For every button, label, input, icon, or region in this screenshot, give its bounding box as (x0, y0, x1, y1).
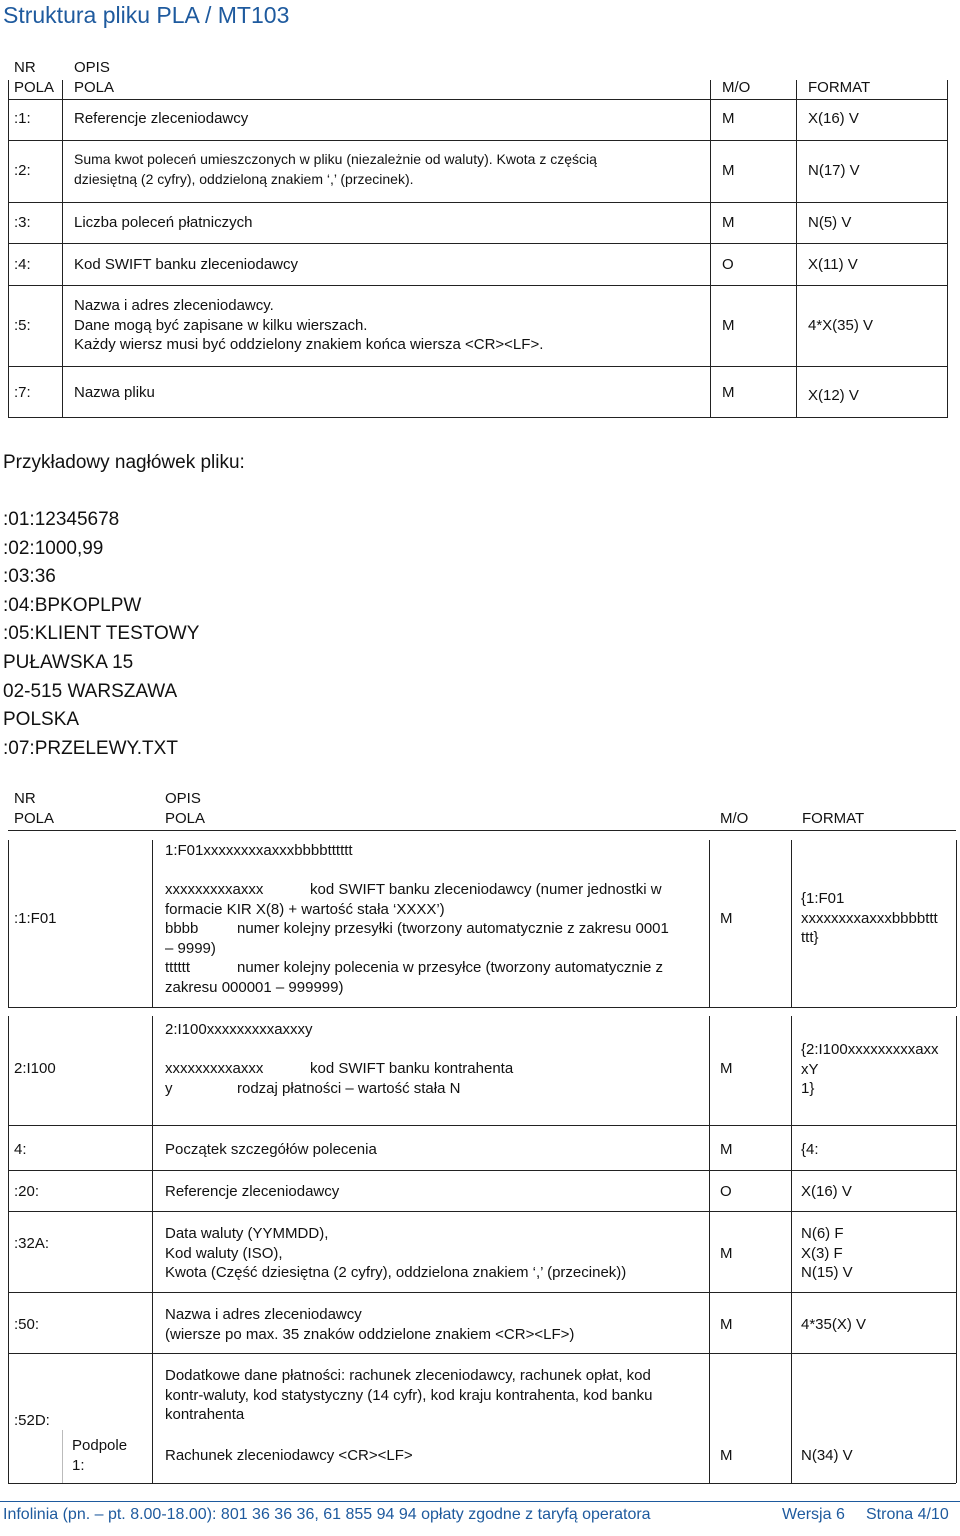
header-nr-line1: NR (14, 59, 36, 76)
r20-desc: Referencje zleceniodawcy (165, 1183, 340, 1200)
r52d-subfield (72, 1436, 127, 1475)
grid-line (8, 1483, 956, 1484)
header-opis (165, 789, 205, 829)
grid-line (709, 1016, 710, 1483)
r32a-format (801, 1224, 853, 1283)
row6-format: X(12) V (808, 387, 859, 404)
grid-line (791, 840, 792, 1007)
f01-code: 1:F01xxxxxxxxaxxxbbbbtttttt (165, 842, 353, 859)
row4-nr: :4: (14, 256, 31, 273)
r4-format: {4: (801, 1141, 819, 1158)
grid-line (8, 1125, 956, 1126)
grid-line (710, 80, 711, 418)
example-line: :03:36 (3, 566, 56, 588)
r52d-nr: :52D: (14, 1412, 50, 1429)
r50-nr: :50: (14, 1316, 40, 1333)
r32a-format-line1: N(6) F (801, 1225, 844, 1242)
row5-desc-line3: Każdy wiersz musi być oddzielony znakiem końca wiersza <CR><LF>. (74, 336, 544, 353)
grid-line (152, 1016, 153, 1483)
f01-desc-line3 (165, 919, 705, 939)
header-format: FORMAT (802, 810, 865, 827)
header-mo: M/O (722, 79, 751, 96)
r52d-desc-line2: kontr-waluty, kod statystyczny (14 cyfr), kod kraju kontrahenta, kod banku (165, 1386, 653, 1404)
i100-code-swift: xxxxxxxxxaxxx (165, 1060, 264, 1077)
grid-line (8, 243, 948, 244)
row5-desc-line2: Dane mogą być zapisane w kilku wierszach. (74, 316, 368, 334)
r50-desc-line1: Nazwa i adres zleceniodawcy (165, 1306, 362, 1323)
f01-desc-line6: zakresu 000001 – 999999) (165, 978, 344, 996)
row2-mo: M (722, 162, 735, 179)
grid-line (956, 840, 957, 1007)
f01-format-line1: {1:F01 (801, 890, 845, 907)
row5-desc (74, 296, 543, 355)
r52d-desc-line3: kontrahenta (165, 1406, 245, 1423)
row2-desc-line1: Suma kwot poleceń umieszczonych w pliku (niezależnie od waluty). Kwota z częścią (74, 151, 597, 167)
footer-version: Wersja 6 (782, 1506, 845, 1523)
grid-line (8, 366, 948, 367)
header-underline (8, 830, 956, 831)
i100-format-line2: xY (801, 1060, 819, 1078)
r20-mo: O (720, 1183, 732, 1200)
i100-code-y: y (165, 1079, 173, 1097)
header-opis-line2: POLA (165, 810, 206, 827)
r32a-desc-line2: Kod waluty (ISO), (165, 1244, 283, 1262)
r32a-format-line3: N(15) V (801, 1264, 853, 1281)
example-line: :05:KLIENT TESTOWY (3, 623, 200, 645)
row4-mo: O (722, 256, 734, 273)
r32a-format-line2: X(3) F (801, 1244, 843, 1262)
header-opis (74, 58, 114, 98)
r50-mo: M (720, 1316, 733, 1333)
f01-desc-line1 (165, 880, 705, 900)
r52d-mo: M (720, 1447, 733, 1464)
grid-line (791, 1016, 792, 1483)
row3-format: N(5) V (808, 214, 852, 231)
header-opis-line2: POLA (74, 79, 115, 96)
header-format: FORMAT (808, 79, 871, 96)
row3-nr: :3: (14, 214, 31, 231)
row5-desc-line1: Nazwa i adres zleceniodawcy. (74, 297, 274, 314)
r4-desc: Początek szczegółów polecenia (165, 1141, 377, 1158)
subfield-divider (62, 1430, 63, 1483)
i100-code: 2:I100xxxxxxxxxaxxxy (165, 1021, 313, 1038)
r50-desc-line2: (wiersze po max. 35 znaków oddzielone znakiem <CR><LF>) (165, 1325, 575, 1343)
grid-line (8, 202, 948, 203)
row3-desc: Liczba poleceń płatniczych (74, 214, 253, 231)
i100-format-line1: {2:I100xxxxxxxxxaxx (801, 1041, 939, 1058)
footer-divider (0, 1501, 960, 1502)
example-line: 02-515 WARSZAWA (3, 680, 178, 702)
example-heading: Przykładowy nagłówek pliku: (3, 452, 245, 473)
f01-format-line3: ttt} (801, 929, 819, 946)
f01-format-line2: xxxxxxxxaxxxbbbbttt (801, 909, 938, 927)
row1-format: X(16) V (808, 110, 859, 127)
grid-line (8, 140, 948, 141)
row4-desc: Kod SWIFT banku zleceniodawcy (74, 256, 298, 273)
grid-line (8, 1211, 956, 1212)
r52d-desc2: Rachunek zleceniodawcy <CR><LF> (165, 1447, 413, 1464)
r20-format: X(16) V (801, 1183, 852, 1200)
row5-mo: M (722, 317, 735, 334)
f01-format (801, 889, 938, 948)
grid-line (8, 840, 9, 1007)
grid-line (152, 840, 153, 1007)
r52d-subfield-line1: Podpole (72, 1437, 128, 1454)
grid-line (956, 1016, 957, 1483)
f01-text-swift: kod SWIFT banku zleceniodawcy (numer jednostki w (310, 881, 662, 898)
row3-mo: M (722, 214, 735, 231)
f01-text-bbbb: numer kolejny przesyłki (tworzony automatycznie z zakresu 0001 (237, 920, 669, 937)
r32a-desc-line3: Kwota (Część dziesiętna (2 cyfry), oddzielona znakiem ‘,’ (przecinek)) (165, 1264, 627, 1281)
i100-format-line3: 1} (801, 1080, 815, 1097)
i100-desc (165, 1059, 513, 1098)
grid-line (796, 80, 797, 418)
row1-desc: Referencje zleceniodawcy (74, 110, 249, 127)
f01-mo: M (720, 910, 733, 927)
grid-line (8, 1007, 956, 1008)
r32a-nr: :32A: (14, 1235, 50, 1252)
header-opis-line1: OPIS (74, 59, 110, 76)
f01-text-tttttt: numer kolejny polecenia w przesyłce (tworzony automatycznie z (237, 959, 664, 976)
f01-nr: :1:F01 (14, 910, 57, 927)
grid-line (62, 80, 63, 418)
example-line: :04:BPKOPLPW (3, 594, 142, 616)
row2-desc-line2: dziesiętną (2 cyfry), oddzieloną znakiem ‘,’ (przecinek). (74, 170, 414, 187)
r50-desc (165, 1305, 574, 1344)
example-line: :01:12345678 (3, 509, 120, 530)
grid-line (8, 417, 948, 418)
header-mo: M/O (720, 810, 749, 827)
header-nr-line2: POLA (14, 810, 55, 827)
f01-code-swift: xxxxxxxxxaxxx (165, 881, 264, 898)
f01-desc-line5 (165, 958, 705, 978)
r32a-mo: M (720, 1245, 733, 1262)
row4-format: X(11) V (808, 256, 858, 273)
f01-desc (165, 880, 705, 997)
f01-code-tttttt: tttttt (165, 959, 191, 976)
r52d-subfield-line2: 1: (72, 1456, 85, 1474)
grid-line (8, 80, 9, 418)
example-line: :02:1000,99 (3, 537, 104, 559)
r32a-desc-line1: Data waluty (YYMMDD), (165, 1225, 329, 1242)
header-nr-line1: NR (14, 790, 36, 807)
i100-text-swift: kod SWIFT banku kontrahenta (310, 1060, 514, 1077)
r32a-desc (165, 1224, 626, 1283)
row6-desc: Nazwa pliku (74, 384, 155, 401)
example-line: PUŁAWSKA 15 (3, 651, 134, 673)
grid-line (709, 840, 710, 1007)
grid-line (8, 285, 948, 286)
row6-mo: M (722, 384, 735, 401)
i100-text-y: rodzaj płatności – wartość stała N (237, 1079, 461, 1097)
row6-nr: :7: (14, 384, 31, 401)
page-title: Struktura pliku PLA / MT103 (3, 2, 290, 28)
r20-nr: :20: (14, 1183, 40, 1200)
i100-desc-line2 (165, 1079, 513, 1099)
example-block (3, 506, 199, 763)
i100-mo: M (720, 1060, 733, 1077)
row5-nr: :5: (14, 317, 31, 334)
footer-page: Strona 4/10 (866, 1506, 949, 1523)
grid-line (8, 1353, 956, 1354)
r50-format: 4*35(X) V (801, 1316, 867, 1333)
grid-line (8, 1016, 9, 1483)
f01-desc-line4: – 9999) (165, 939, 216, 957)
header-nr (14, 58, 54, 98)
footer-hotline: Infolinia (pn. – pt. 8.00-18.00): 801 36 36 36, 61 855 94 94 opłaty zgodne z taryfą operatora (3, 1506, 651, 1523)
example-line: :07:PRZELEWY.TXT (3, 737, 178, 759)
r52d-desc (165, 1366, 652, 1425)
header-nr-line2: POLA (14, 79, 55, 96)
grid-line (947, 80, 948, 418)
row1-mo: M (722, 110, 735, 127)
i100-nr: 2:I100 (14, 1060, 56, 1077)
row2-nr: :2: (14, 162, 31, 179)
r52d-format: N(34) V (801, 1447, 853, 1464)
header-opis-line1: OPIS (165, 790, 201, 807)
i100-desc-line1 (165, 1059, 513, 1079)
f01-desc-line2: formacie KIR X(8) + wartość stała ‘XXXX’) (165, 900, 445, 918)
r4-nr: 4: (14, 1141, 27, 1158)
example-line: POLSKA (3, 709, 80, 731)
row5-format: 4*X(35) V (808, 317, 874, 334)
header-nr (14, 789, 54, 829)
f01-code-bbbb: bbbb (165, 920, 199, 937)
grid-line (8, 1170, 956, 1171)
header-underline (8, 99, 948, 100)
r4-mo: M (720, 1141, 733, 1158)
grid-line (8, 1292, 956, 1293)
row1-nr: :1: (14, 110, 31, 127)
row2-format: N(17) V (808, 162, 860, 179)
r52d-desc-line1: Dodatkowe dane płatności: rachunek zleceniodawcy, rachunek opłat, kod (165, 1367, 651, 1384)
i100-format (801, 1040, 939, 1099)
row2-desc (74, 150, 597, 189)
